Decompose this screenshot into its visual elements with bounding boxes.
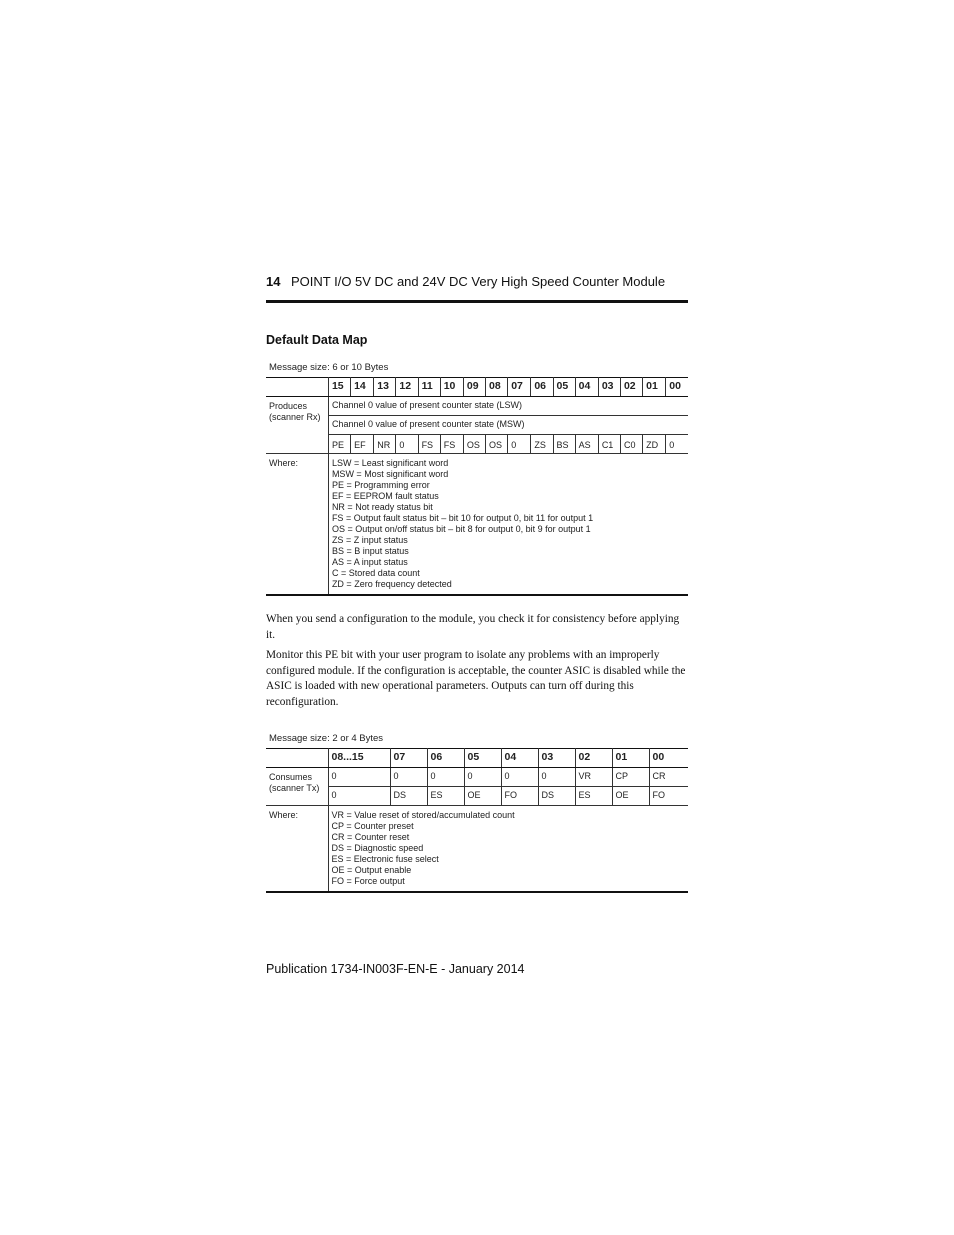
bit-header-13: 02 (620, 378, 642, 397)
page-header (266, 274, 688, 303)
produces-where-item-0: LSW = Least significant word (331, 458, 449, 468)
status-bit-1: EF (351, 435, 374, 454)
status-bit-2: NR (374, 435, 396, 454)
produces-row-label: Produces (scanner Rx) (266, 397, 328, 454)
status-bit-6: OS (463, 435, 485, 454)
produces-where-item-1: MSW = Most significant word (331, 469, 449, 479)
produces-where-item-7: ZS = Z input status (331, 535, 408, 545)
produces-bit-header-row (266, 378, 688, 397)
produces-data-map-table (266, 377, 688, 596)
produces-where-item-9: AS = A input status (331, 557, 408, 567)
consumes-row2-cell-4: FO (501, 787, 538, 806)
bit-header-12: 03 (598, 378, 620, 397)
consumes-row2-cell-5: DS (538, 787, 575, 806)
status-bit-8: 0 (508, 435, 531, 454)
bit-header-2: 13 (374, 378, 396, 397)
header-blank-cell (266, 749, 328, 768)
bit-header-10: 05 (553, 378, 575, 397)
consumes-row1-cell-3: 0 (464, 768, 501, 787)
produces-where-item-3: EF = EEPROM fault status (331, 491, 439, 501)
status-bit-9: ZS (531, 435, 553, 454)
consumes-where-item-4: ES = Electronic fuse select (331, 854, 439, 864)
bit-header-0: 15 (328, 378, 350, 397)
bit-header-2: 06 (427, 749, 464, 768)
publication-footer: Publication 1734-IN003F-EN-E - January 2014 (266, 962, 525, 976)
produces-status-bits-row (266, 435, 688, 454)
produces-where-item-6: OS = Output on/off status bit – bit 8 for output 0, bit 9 for output 1 (331, 524, 591, 534)
produces-where-label: Where: (266, 454, 328, 596)
consumes-row2-cell-8: FO (649, 787, 688, 806)
consumes-row2-cell-0: 0 (328, 787, 390, 806)
produces-where-item-10: C = Stored data count (331, 568, 420, 578)
header-blank-cell (266, 378, 328, 397)
paragraph-consistency: When you send a configuration to the module, you check it for consistency before applying it. (266, 613, 680, 641)
consumes-row-label: Consumes (scanner Tx) (266, 768, 328, 806)
bit-header-1: 14 (351, 378, 374, 397)
bit-header-8: 00 (649, 749, 688, 768)
msw-cell: Channel 0 value of present counter state (MSW) (328, 416, 688, 435)
page-number: 14 (266, 274, 281, 289)
consumes-row1-cell-5: 0 (538, 768, 575, 787)
consumes-where-row (266, 806, 688, 893)
consumes-row2-cell-2: ES (427, 787, 464, 806)
status-bit-14: ZD (643, 435, 666, 454)
bit-header-4: 04 (501, 749, 538, 768)
produces-where-item-11: ZD = Zero frequency detected (331, 579, 452, 589)
produces-where-list (328, 454, 688, 596)
consumes-row1-cell-0: 0 (328, 768, 390, 787)
consumes-message-size: Message size: 2 or 4 Bytes (269, 733, 384, 744)
produces-message-size: Message size: 6 or 10 Bytes (269, 362, 389, 373)
status-bit-10: BS (553, 435, 575, 454)
consumes-where-item-5: OE = Output enable (331, 865, 412, 875)
produces-msw-row (266, 416, 688, 435)
consumes-where-item-6: FO = Force output (331, 876, 405, 886)
produces-where-item-2: PE = Programming error (331, 480, 430, 490)
bit-header-4: 11 (418, 378, 440, 397)
consumes-row1-cell-6: VR (575, 768, 612, 787)
bit-header-6: 02 (575, 749, 612, 768)
consumes-row-2 (266, 787, 688, 806)
consumes-where-item-2: CR = Counter reset (331, 832, 410, 842)
produces-where-row (266, 454, 688, 596)
status-bit-13: C0 (620, 435, 642, 454)
bit-header-6: 09 (463, 378, 485, 397)
consumes-where-label: Where: (266, 806, 328, 893)
paragraph-monitor-pe: Monitor this PE bit with your user program to isolate any problems with an improperly configured module. If the configuration is acceptable, the counter ASIC is disabled while the ASIC is loaded with new operational parameters. Outputs can turn off during this reconfiguration. (266, 649, 686, 708)
status-bit-12: C1 (598, 435, 620, 454)
bit-header-9: 06 (531, 378, 553, 397)
bit-header-7: 01 (612, 749, 649, 768)
lsw-cell: Channel 0 value of present counter state (LSW) (328, 397, 688, 416)
consumes-row2-cell-7: OE (612, 787, 649, 806)
consumes-row2-cell-6: ES (575, 787, 612, 806)
bit-header-11: 04 (575, 378, 598, 397)
consumes-row1-cell-7: CP (612, 768, 649, 787)
produces-where-item-4: NR = Not ready status bit (331, 502, 433, 512)
bit-header-1: 07 (390, 749, 427, 768)
bit-header-7: 08 (486, 378, 508, 397)
consumes-data-map-table (266, 748, 688, 893)
consumes-row-1 (266, 768, 688, 787)
consumes-where-item-0: VR = Value reset of stored/accumulated count (331, 810, 515, 820)
header-title: POINT I/O 5V DC and 24V DC Very High Speed Counter Module (291, 274, 666, 289)
consumes-row1-cell-2: 0 (427, 768, 464, 787)
bit-header-15: 00 (666, 378, 688, 397)
consumes-row2-cell-3: OE (464, 787, 501, 806)
consumes-where-item-1: CP = Counter preset (331, 821, 414, 831)
consumes-where-item-3: DS = Diagnostic speed (331, 843, 424, 853)
bit-header-0: 08...15 (328, 749, 390, 768)
status-bit-3: 0 (396, 435, 418, 454)
bit-header-8: 07 (508, 378, 531, 397)
status-bit-15: 0 (666, 435, 688, 454)
consumes-bit-header-row (266, 749, 688, 768)
produces-lsw-row (266, 397, 688, 416)
bit-header-3: 05 (464, 749, 501, 768)
consumes-row1-cell-1: 0 (390, 768, 427, 787)
consumes-row1-cell-8: CR (649, 768, 688, 787)
produces-where-item-8: BS = B input status (331, 546, 409, 556)
status-bit-4: FS (418, 435, 440, 454)
produces-where-item-5: FS = Output fault status bit – bit 10 for output 0, bit 11 for output 1 (331, 513, 594, 523)
bit-header-5: 03 (538, 749, 575, 768)
status-bit-5: FS (440, 435, 463, 454)
bit-header-14: 01 (643, 378, 666, 397)
status-bit-0: PE (328, 435, 350, 454)
consumes-row1-cell-4: 0 (501, 768, 538, 787)
bit-header-3: 12 (396, 378, 418, 397)
consumes-where-list (328, 806, 688, 893)
status-bit-11: AS (575, 435, 598, 454)
status-bit-7: OS (486, 435, 508, 454)
section-title: Default Data Map (266, 333, 368, 347)
consumes-row2-cell-1: DS (390, 787, 427, 806)
bit-header-5: 10 (440, 378, 463, 397)
